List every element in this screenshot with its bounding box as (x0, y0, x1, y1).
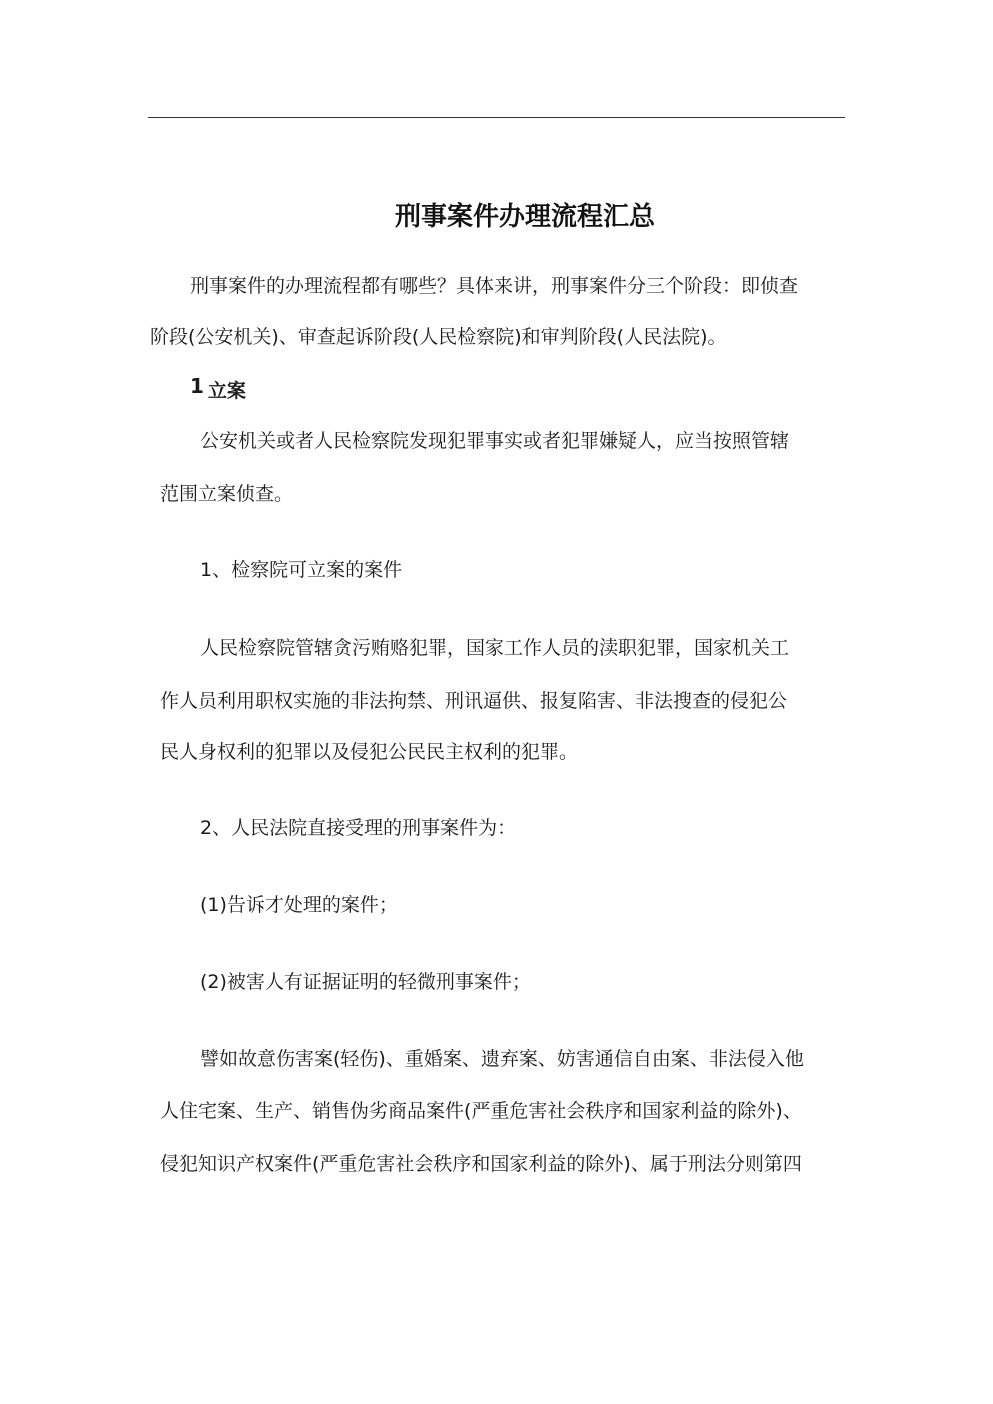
item2-heading: 2、人民法院直接受理的刑事案件为： (200, 817, 517, 839)
item1-paragraph-line-2: 作人员利用职权实施的非法拘禁、刑讯逼供、报复陷害、非法搜查的侵犯公 (160, 690, 788, 712)
section-heading-text: 立案 (207, 380, 246, 402)
header-rule (148, 117, 845, 118)
item2-paragraph-line-3: 侵犯知识产权案件(严重危害社会秩序和国家利益的除外)、属于刑法分则第四 (160, 1153, 802, 1175)
intro-line-2: 阶段(公安机关)、审查起诉阶段(人民检察院)和审判阶段(人民法院)。 (150, 326, 727, 348)
section-number: 1 (190, 374, 204, 398)
item2-sub1: (1)告诉才处理的案件； (200, 894, 398, 916)
item1-paragraph-line-3: 民人身权利的犯罪以及侵犯公民民主权利的犯罪。 (160, 741, 579, 763)
document-title: 刑事案件办理流程汇总 (394, 202, 655, 232)
item2-sub2: (2)被害人有证据证明的轻微刑事案件； (200, 971, 531, 993)
item2-paragraph-line-2: 人住宅案、生产、销售伪劣商品案件(严重危害社会秩序和国家利益的除外)、 (160, 1100, 802, 1122)
section-paragraph-line-1: 公安机关或者人民检察院发现犯罪事实或者犯罪嫌疑人，应当按照管辖 (200, 430, 790, 452)
item1-paragraph-line-1: 人民检察院管辖贪污贿赂犯罪，国家工作人员的渎职犯罪，国家机关工 (200, 637, 790, 659)
item1-heading: 1、检察院可立案的案件 (200, 559, 403, 581)
section-heading (190, 374, 246, 402)
item2-paragraph-line-1: 譬如故意伤害案(轻伤)、重婚案、遗弃案、妨害通信自由案、非法侵入他 (200, 1048, 804, 1070)
section-paragraph-line-2: 范围立案侦查。 (160, 483, 294, 505)
intro-line-1: 刑事案件的办理流程都有哪些？具体来讲，刑事案件分三个阶段：即侦查 (190, 275, 799, 297)
